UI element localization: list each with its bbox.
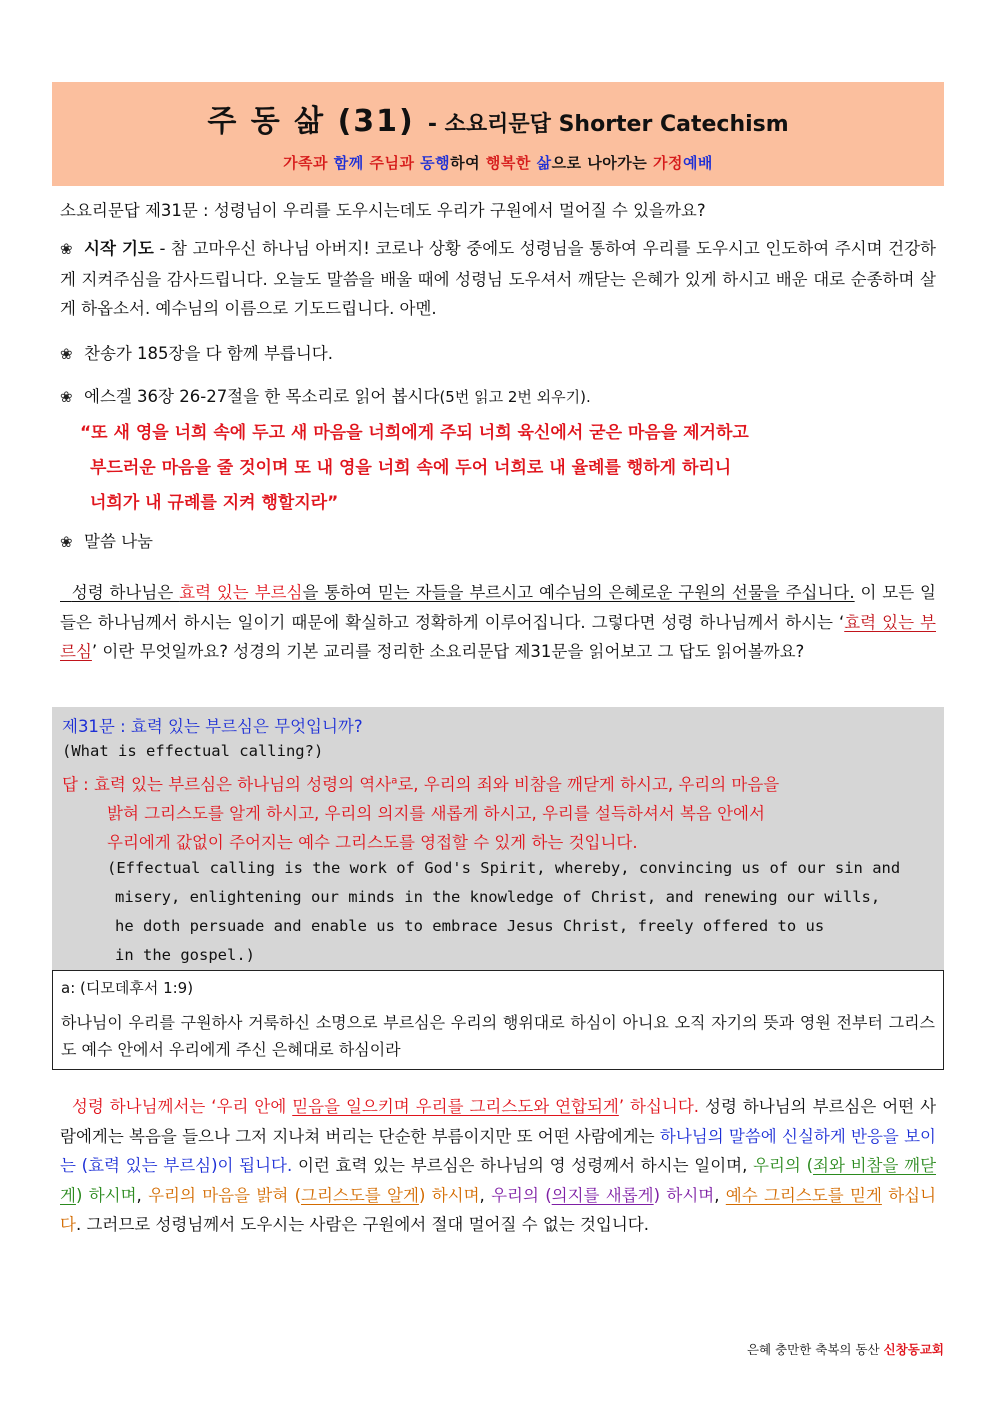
effectual-phrase: 하나님의 말씀에 신실하게 반응을 보이는 (효력 있는 부르심)이 됩니다. — [60, 1126, 936, 1175]
sharing-text: 말씀 나눔 — [84, 532, 154, 551]
church-name: 신창동교회 — [883, 1342, 944, 1357]
qa-answer-line: 밝혀 그리스도를 알게 하시고, 우리의 의지를 새롭게 하시고, 우리를 설득하셔서 복음 안에서 — [107, 804, 765, 823]
footnote-marker: a — [391, 775, 398, 787]
qa-answer-en: in the gospel.) — [115, 946, 255, 964]
subtitle-part: 가정 — [652, 154, 683, 172]
subtitle-part: 동행 — [420, 154, 451, 172]
reading-note: (5번 읽고 2번 외우기). — [439, 388, 591, 406]
page-title — [52, 96, 944, 140]
union-phrase: 믿음을 일으키며 우리를 그리스도와 연합되게 — [292, 1097, 619, 1116]
title-main: 주 동 삶 (31) — [207, 104, 415, 139]
footer-text: 은혜 충만한 축복의 동산 — [746, 1342, 884, 1357]
header-banner — [52, 82, 944, 186]
qa-answer-en: he doth persuade and enable us to embrace Jesus Christ, freely offered to us — [115, 917, 825, 935]
subtitle-part: 함께 — [333, 154, 370, 172]
flower-icon: ❀ — [60, 388, 73, 406]
qa-answer-line: 답 : 효력 있는 부르심은 하나님의 성령의 역사$^a$로, 우리의 죄와 비참을 깨닫게 하시고, 우리의 마음을 — [62, 775, 780, 794]
verse-line: “또 새 영을 너희 속에 두고 새 마음을 너희에게 주되 너희 육신에서 굳은 마음을 제거하고 — [80, 423, 749, 443]
subtitle-part: 주님과 — [369, 154, 421, 172]
flower-icon: ❀ — [60, 533, 73, 551]
intro-part: 이 모든 일들은 하나님께서 하시는 일이기 때문에 확실하고 정확하게 이루어집니다. 그렇다면 성령 하나님께서 하시는 ‘ — [60, 583, 936, 632]
question-line: 소요리문답 제31문 : 성령님이 우리를 도우시는데도 우리가 구원에서 멀어질 수 있을까요? — [60, 201, 706, 220]
closing-paragraph: 성령 하나님께서는 ‘우리 안에 믿음을 일으키며 우리를 그리스도와 연합되게’ 하십니다. 성령 하나님의 부르심은 어떤 사람에게는 복음을 들으나 그저 지나쳐 버리는 단순한 부름이지만 또 어떤 사람에게는 하나님의 말씀에 신실하게 반응을 보이는 (효력 있는 부르심)이 됩니다. 이런 효력 있는 부르심은 하나님의 영 성령께서 하시는 일이며, 우리의 (죄와 비참을 깨닫게) 하시며, 우리의 마음을 밝혀 (그리스도를 알게) 하시며, 우리의 (의지를 새롭게) 하시며, 예수 그리스도를 믿게 하십니다. 그러므로 성령님께서 도우시는 사람은 구원에서 절대 멀어질 수 없는 것입니다. — [60, 1097, 937, 1234]
reading-line — [60, 382, 936, 413]
qa-answer-line: 우리에게 값없이 주어지는 예수 그리스도를 영접할 수 있게 하는 것입니다. — [107, 833, 638, 852]
subtitle-part: 으로 나아가는 — [551, 154, 653, 172]
footer — [747, 1340, 944, 1358]
intro-paragraph — [60, 578, 936, 667]
reading-main: 에스겔 36장 26-27절을 한 목소리로 읽어 봅시다 — [84, 387, 440, 406]
catechism-qa-box — [52, 707, 944, 970]
flower-icon: ❀ — [60, 240, 73, 258]
intro-part: 성령 하나님은 효력 있는 부르심을 통하여 믿는 자들을 부르시고 예수님의 은혜로운 구원의 선물을 주십니다. — [71, 583, 855, 602]
work-three: 우리의 (의지를 새롭게) 하시며 — [491, 1185, 715, 1205]
subtitle — [52, 152, 944, 173]
effectual-calling-term: 효력 있는 부르심 — [179, 583, 303, 602]
subtitle-part: 예배 — [682, 154, 713, 172]
work-one: 우리의 (죄와 비참을 깨닫게) 하시며 — [60, 1156, 937, 1205]
flower-icon: ❀ — [60, 345, 73, 363]
effectual-calling-term: 효력 있는 부르심 — [60, 612, 936, 661]
subtitle-part: 행복한 — [485, 154, 537, 172]
qa-question: 제31문 : 효력 있는 부르심은 무엇입니까? — [62, 717, 363, 736]
prayer-paragraph — [60, 234, 936, 324]
footnote-box — [52, 970, 944, 1070]
subtitle-part: 가족과 — [283, 154, 334, 172]
subtitle-part: 삶 — [536, 154, 552, 172]
work-four: 예수 그리스도를 믿게 — [725, 1185, 882, 1205]
hymn-text: 찬송가 185장을 다 함께 부릅니다. — [84, 344, 333, 363]
verse-line: 부드러운 마음을 줄 것이며 또 내 영을 너희 속에 두어 너희로 내 율례를 행하게 하리니 — [90, 458, 732, 478]
work-two: 우리의 마음을 밝혀 (그리스도를 알게) 하시며 — [148, 1185, 480, 1205]
qa-question-en: (What is effectual calling?) — [62, 742, 324, 760]
prayer-text: - 참 고마우신 하나님 아버지! 코로나 상황 중에도 성령님을 통하여 우리를 도우시고 인도하여 주시며 건강하게 지켜주심을 감사드립니다. 오늘도 말씀을 배울 때에 성령님 도우셔서 깨닫는 은혜가 있게 하시고 배운 대로 순종하며 살게 하옵소서. 예수님의 이름으로 기도드립니다. 아멘. — [60, 239, 936, 318]
qa-answer-en: (Effectual calling is the work of God's Spirit, whereby, convincing us of our sin and — [107, 859, 901, 877]
qa-answer-en: misery, enlightening our minds in the knowledge of Christ, and renewing our wills, — [115, 888, 881, 906]
hymn-line — [60, 339, 936, 370]
footnote-ref: a: (디모데후서 1:9) — [61, 979, 194, 997]
scripture-verse — [80, 416, 940, 521]
prayer-label: 시작 기도 — [84, 239, 154, 258]
footnote-text: 하나님이 우리를 구원하사 거룩하신 소명으로 부르심은 우리의 행위대로 하심이 아니요 오직 자기의 뜻과 영원 전부터 그리스도 예수 안에서 우리에게 주신 은혜대로 하심이라 — [61, 1013, 935, 1059]
title-sub: - 소요리문답 Shorter Catechism — [427, 112, 789, 137]
intro-part: ’ 이란 무엇일까요? 성경의 기본 교리를 정리한 소요리문답 제31문을 읽어보고 그 답도 읽어볼까요? — [91, 642, 805, 661]
verse-line: 너희가 내 규례를 지켜 행할지라” — [90, 493, 339, 513]
subtitle-part: 하여 — [450, 154, 486, 172]
sharing-line — [60, 527, 936, 558]
